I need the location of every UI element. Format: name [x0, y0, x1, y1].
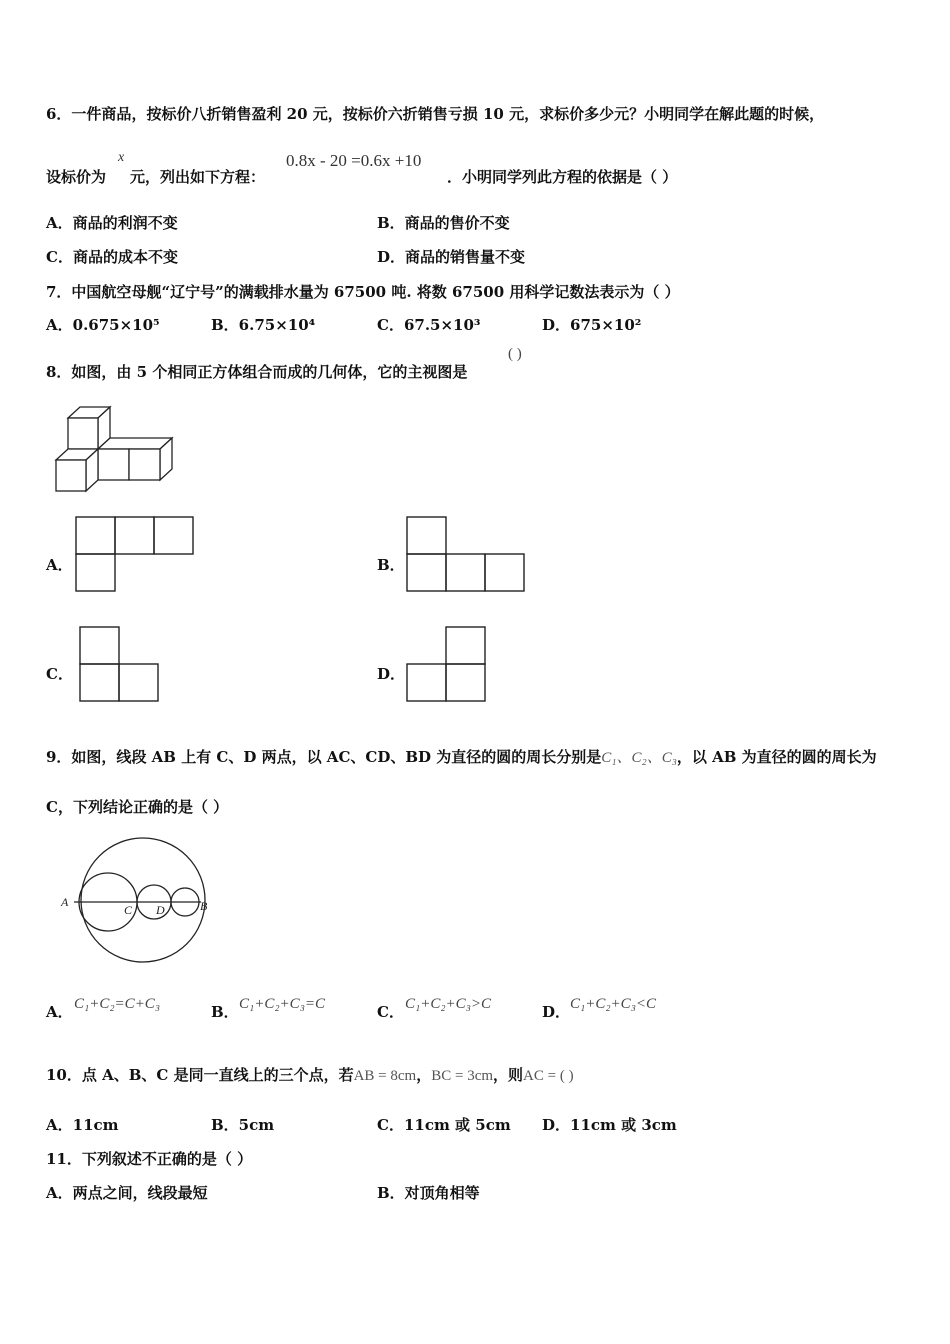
q6-option-d: D．商品的销售量不变	[377, 248, 526, 266]
q6-line1: 6．一件商品，按标价八折销售盈利 20 元，按标价六折销售亏损 10 元，求标价多少元？小明同学在解此题的时候，	[46, 105, 825, 123]
q10-ac: AC = ( )	[523, 1068, 574, 1084]
q9-c-list: C₁、C₂、C₃	[601, 750, 677, 766]
q6-option-a: A．商品的利润不变	[46, 214, 178, 232]
q11-stem: 11．下列叙述不正确的是（ ）	[46, 1150, 253, 1168]
q8-paren: ( )	[508, 346, 522, 362]
q9-label-c: C	[124, 903, 133, 917]
q9-label-d: D	[156, 903, 165, 917]
q9-option-b-expr: C₁+C₂+C₃=C	[239, 996, 326, 1012]
q8-option-c-label: C．	[46, 665, 73, 683]
q10-option-c: C．11cm 或 5cm	[377, 1116, 511, 1134]
q6-line2-mid: 元，列出如下方程：	[130, 168, 266, 186]
q8-option-c-figure	[78, 625, 164, 705]
q10-stem-pre: 10．点 A、B、C 是同一直线上的三个点，若	[46, 1066, 354, 1084]
q9-option-c-label: C．	[377, 1003, 404, 1021]
q9-stem-line2: C，下列结论正确的是（ ）	[46, 798, 229, 816]
q9-label-a: A	[61, 895, 69, 909]
q10-option-d: D．11cm 或 3cm	[542, 1116, 677, 1134]
q8-option-d-label: D．	[377, 665, 406, 683]
q6-option-b: B．商品的售价不变	[377, 214, 510, 232]
q10-option-a: A．11cm	[46, 1116, 119, 1134]
q9-stem-part2: ，以 AB 为直径的圆的周长为	[676, 748, 877, 766]
q9-circle-figure	[58, 835, 218, 965]
q10-then: ，则	[493, 1066, 524, 1084]
q7-stem: 7．中国航空母舰“辽宁号”的满载排水量为 67500 吨. 将数 67500 用科学记数法表示为（ ）	[46, 283, 680, 301]
q9-option-a-label: A．	[46, 1003, 73, 1021]
q8-solid-figure	[50, 402, 180, 497]
q7-option-d: D．675×10²	[542, 316, 642, 334]
q9-option-c-expr: C₁+C₂+C₃>C	[405, 996, 492, 1012]
q10-stem	[46, 1064, 574, 1085]
q9-option-d-expr: C₁+C₂+C₃<C	[570, 996, 657, 1012]
q8-option-b-figure	[405, 515, 529, 595]
q7-option-a: A．0.675×10⁵	[46, 316, 160, 334]
q11-option-b: B．对顶角相等	[377, 1184, 480, 1202]
q9-option-d-label: D．	[542, 1003, 571, 1021]
q8-stem: 8．如图，由 5 个相同正方体组合而成的几何体，它的主视图是	[46, 363, 468, 381]
q6-var-x: x	[118, 150, 125, 165]
q10-option-b: B．5cm	[211, 1116, 275, 1134]
q10-ab: AB = 8cm	[353, 1068, 417, 1084]
q6-line2-post: ．小明同学列此方程的依据是（ ）	[447, 168, 678, 186]
q9-label-b: B	[200, 899, 208, 913]
q8-option-b-label: B．	[377, 556, 405, 574]
q8-option-a-figure	[74, 515, 198, 595]
q8-option-d-figure	[405, 625, 491, 705]
q7-option-b: B．6.75×10⁴	[211, 316, 316, 334]
q9-stem-line1	[46, 746, 877, 767]
q7-option-c: C．67.5×10³	[377, 316, 481, 334]
q9-option-b-label: B．	[211, 1003, 239, 1021]
q6-option-c: C．商品的成本不变	[46, 248, 178, 266]
q10-sep: ，	[416, 1066, 432, 1084]
q9-stem-part1: 9．如图，线段 AB 上有 C、D 两点，以 AC、CD、BD 为直径的圆的周长分别是	[46, 748, 602, 766]
q6-equation: 0.8x - 20 =0.6x +10	[286, 151, 422, 170]
q8-option-a-label: A．	[46, 556, 73, 574]
q10-bc: BC = 3cm	[431, 1068, 494, 1084]
q11-option-a: A．两点之间，线段最短	[46, 1184, 208, 1202]
q6-line2-pre: 设标价为	[46, 168, 107, 186]
q9-option-a-expr: C₁+C₂=C+C₃	[74, 996, 161, 1012]
